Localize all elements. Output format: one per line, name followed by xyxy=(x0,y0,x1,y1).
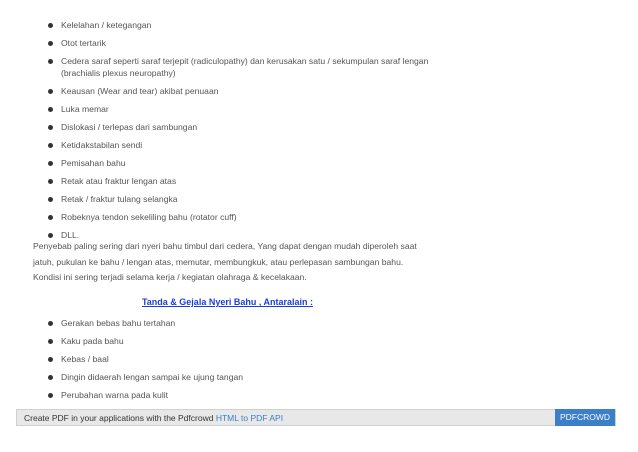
pdfcrowd-brand-button[interactable]: PDFCROWD xyxy=(555,409,615,426)
bullet-icon xyxy=(48,179,53,184)
bullet-icon xyxy=(48,161,53,166)
list-item xyxy=(48,157,448,169)
footer-text xyxy=(24,413,283,423)
list-item-text: Kelelahan / ketegangan xyxy=(61,20,152,30)
list-item xyxy=(48,371,448,383)
list-item xyxy=(48,317,448,329)
list-item-text: Dingin didaerah lengan sampai ke ujung tangan xyxy=(61,372,244,382)
section-heading: Tanda & Gejala Nyeri Bahu , Antaralain : xyxy=(141,297,314,307)
list-item-text: Dislokasi / terlepas dari sambungan xyxy=(61,122,198,132)
bullet-icon xyxy=(48,89,53,94)
list-item-text: Robeknya tendon sekeliling bahu (rotator cuff) xyxy=(61,212,237,222)
list-item-text: Cedera saraf seperti saraf terjepit (radiculopathy) dan kerusakan satu / sekumpulan saraf lengan (brachialis plexus neuropathy) xyxy=(61,56,429,78)
bullet-icon xyxy=(48,41,53,46)
list-item-text: Pemisahan bahu xyxy=(61,158,126,168)
list-item xyxy=(48,211,448,223)
list-item-text: Otot tertarik xyxy=(61,38,106,48)
list-item xyxy=(48,37,448,49)
list-item-text: Retak / fraktur tulang selangka xyxy=(61,194,178,204)
symptoms-list xyxy=(48,317,448,407)
list-item xyxy=(48,139,448,151)
list-item xyxy=(48,85,448,97)
list-item-text: Retak atau fraktur lengan atas xyxy=(61,176,177,186)
body-paragraph: Penyebab paling sering dari nyeri bahu timbul dari cedera, Yang dapat dengan mudah diperoleh saat jatuh, pukulan ke bahu / lengan atas, memutar, membungkuk, atau perlepasan sambungan bahu. Kondisi ini sering terjadi selama kerja / kegiatan olahraga & kecelakaan. xyxy=(33,241,417,282)
list-item xyxy=(48,175,448,187)
bullet-icon xyxy=(48,357,53,362)
list-item-text: Perubahan warna pada kulit xyxy=(61,390,169,400)
list-item-text: Gerakan bebas bahu tertahan xyxy=(61,318,176,328)
list-item xyxy=(48,193,448,205)
bullet-icon xyxy=(48,393,53,398)
bullet-icon xyxy=(48,59,53,64)
list-item xyxy=(48,121,448,133)
footer-caption: Create PDF in your applications with the Pdfcrowd xyxy=(24,413,214,423)
list-item-text: Luka memar xyxy=(61,104,109,114)
list-item xyxy=(48,19,448,31)
list-item-text: Ketidakstabilan sendi xyxy=(61,140,143,150)
bullet-icon xyxy=(48,125,53,130)
pdfcrowd-footer-bar xyxy=(16,409,616,426)
causes-list xyxy=(48,19,448,247)
html-to-pdf-api-link[interactable]: HTML to PDF API xyxy=(215,413,284,423)
bullet-icon xyxy=(48,23,53,28)
list-item xyxy=(48,389,448,401)
list-item-text: Keausan (Wear and tear) akibat penuaan xyxy=(61,86,219,96)
list-item xyxy=(48,335,448,347)
list-item-text: DLL. xyxy=(61,230,80,240)
list-item xyxy=(48,353,448,365)
bullet-icon xyxy=(48,197,53,202)
bullet-icon xyxy=(48,107,53,112)
list-item xyxy=(48,55,448,79)
list-item-text: Kebas / baal xyxy=(61,354,109,364)
bullet-icon xyxy=(48,339,53,344)
bullet-icon xyxy=(48,321,53,326)
bullet-icon xyxy=(48,143,53,148)
bullet-icon xyxy=(48,375,53,380)
list-item-text: Kaku pada bahu xyxy=(61,336,124,346)
list-item xyxy=(48,103,448,115)
bullet-icon xyxy=(48,215,53,220)
bullet-icon xyxy=(48,233,53,238)
